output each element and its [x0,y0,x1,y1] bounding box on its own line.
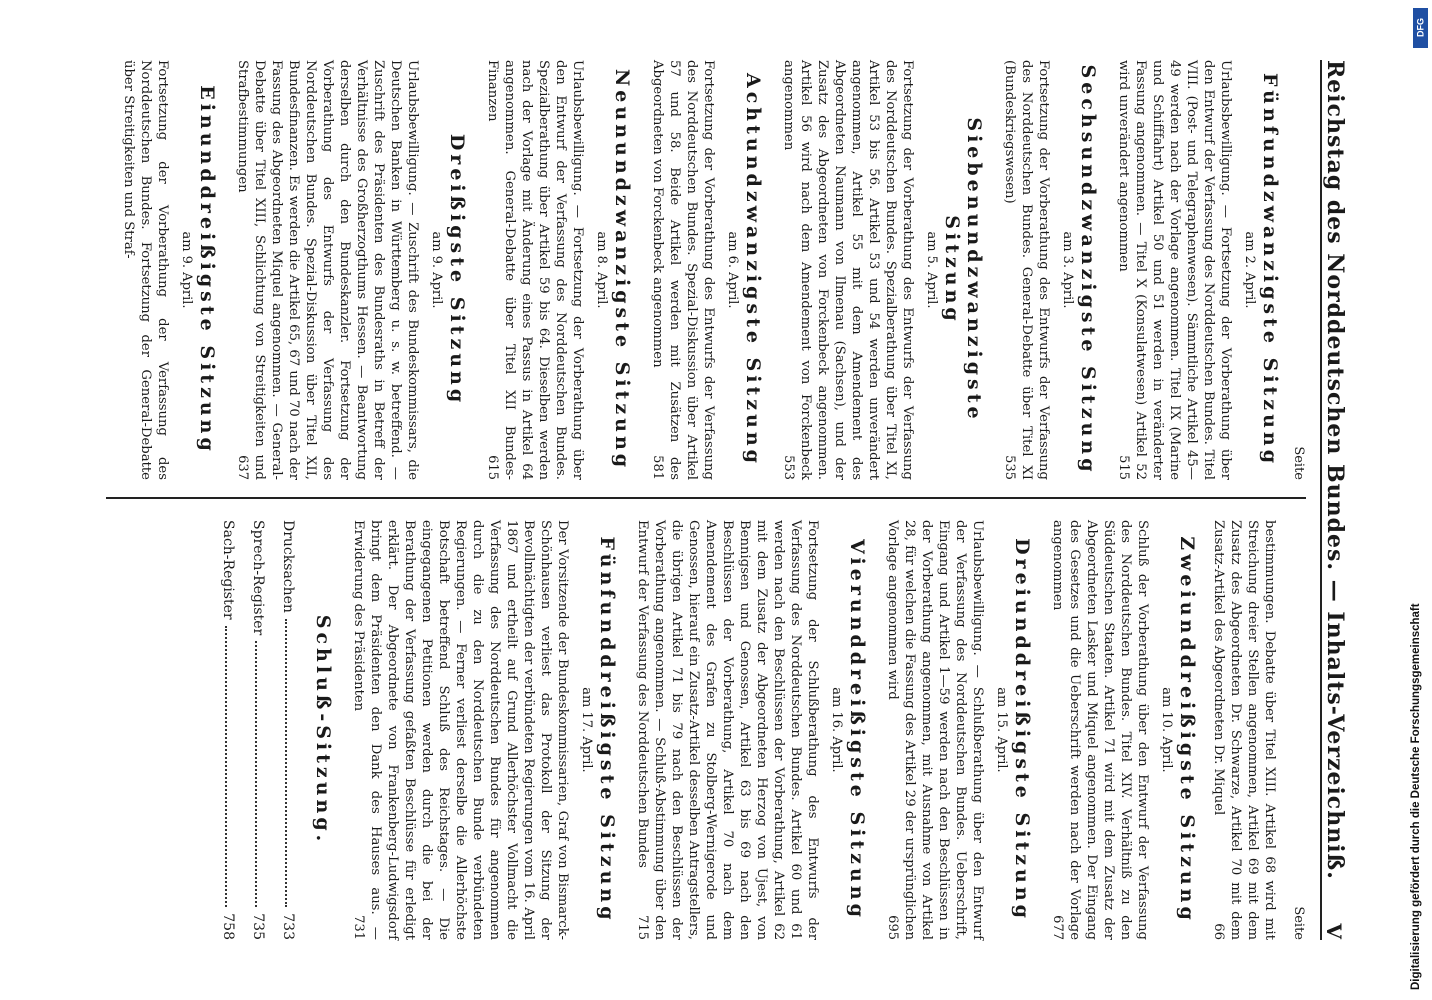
digitization-credit-text: Digitalisierung gefördert durch die Deutsche Forschungsgemeinschaft [1410,603,1422,990]
sitting-title: Vierunddreißigste Sitzung [845,539,868,921]
register-label: Sprech-Register [249,520,266,636]
left-sittings-list [120,60,1281,480]
seite-label: Seite [1291,446,1306,480]
sitting-entry [120,60,218,480]
sitting-date: am 15. April. [993,687,1009,773]
dot-leader [255,641,266,907]
sitting-title: Siebenundzwanzigste Sitzung [941,117,985,423]
sitting-summary-text: Urlaubsbewilligung. — Fortsetzung der Vorberathung über den Entwurf der Verfassung des Norddeutschen Bundes. Titel VIII. (Post- und Telegraphenwesen). Sämmtliche Artikel 45—49 werden nach der Vorlage angenommen. Titel IX (Marine und Schifffahrt) Artikel 50 und 51 werden in veränderter Fassung angenommen. — Titel X (Konsulatwesen) Artikel 52 wird unverändert angenommen [1116,60,1233,480]
dfg-badge [1413,8,1428,48]
register-entry [250,520,266,940]
sitting-summary-text: Urlaubsbewilligung. — Zuschrift des Bundeskommissars, die Deutschen Banken in Württemberg u. s. w. betreffend. — Zuschrift des Präsidenten des Bundesraths in Betreff der Verhältnisse des Großherzogthums Hessen. — Beantwortung derselben durch den Bundeskanzler. Fortsetzung der Vorberathung des Entwurfs der Verfassung des Norddeutschen Bundes. Spezial-Diskussion über Titel XII, Bundesfinanzen. Es werden die Artikel 65, 67 und 70 nach der Fassung des Abgeordneten Miquel angenommen. — General-Debatte über Titel XIII, Schlichtung von Streitigkeiten und Strafbestimmungen [235,60,420,480]
right-sittings-list [350,520,1198,940]
sitting-entry [1115,60,1281,480]
sitting-title: Neunundzwanzigste Sitzung [611,68,633,472]
continuation-page: 66 [1210,923,1226,940]
closing-sitting [312,520,334,940]
sitting-summary [634,520,821,940]
sitting-summary [1115,60,1234,480]
sitting-title: Zweiunddreißigste Sitzung [1175,536,1198,924]
sitting-entry [350,520,618,940]
continuation-entry [1210,520,1278,940]
sitting-summary [649,60,717,480]
sitting-summary-text: Fortsetzung der Vorberathung des Entwurfs der Verfassung des Norddeutschen Bundes. Spezial-Diskussion über Artikel 57 und 58. Beide Artikel werden mit Zusätzen des Abgeordneten von Forckenbeck angenommen [650,60,716,480]
sitting-date: am 17. April. [578,687,594,773]
sitting-date: am 9. April. [429,231,444,309]
sitting-page-number: 581 [650,455,665,480]
digitization-credit [1410,60,1430,990]
sitting-entry [780,60,985,480]
sitting-summary-text: Fortsetzung der Schlußberathung des Entwurfs der Verfassung des Norddeutschen Bundes. Artikel 60 und 61 werden nach den Beschlüssen der Vorberathung, Artikel 62 mit dem Zusatz der Abgeordneten Herzog von Ujest, von Bennigsen und Genossen, Artikel 63 bis 69 nach den Beschlüssen der Vorberathung, Artikel 70 nach dem Amendement des Grafen zu Stolberg-Wernigerode und Genossen, hierauf ein Zusatz-Artikel desselben Antragstellers, die übrigen Artikel 71 bis 79 nach den Beschlüssen der Vorberathung angenommen. — Schluß-Abstimmung über den Entwurf der Verfassung des Norddeutschen Bundes [634,520,820,940]
register-page-number: 735 [249,913,266,940]
sitting-summary [350,520,571,940]
sitting-title: Dreiunddreißigste Sitzung [1010,538,1033,922]
sitting-title: Fünfundzwanzigste Sitzung [1259,72,1281,468]
sitting-summary-text: Schluß der Vorberathung über den Entwurf der Verfassung des Norddeutschen Bundes. Titel XIV. Verhältniß zu den Süddeutschen Staaten. Artikel 71 wird mit dem Zusatz der Abgeordneten Lasker und Miquel angenommen. Der Eingang des Gesetzes und die Ueberschrift werden nach der Vorlage angenommen [1049,520,1150,940]
page-header [1320,60,1362,940]
registers-list [220,520,296,940]
register-entry [220,520,236,940]
page-number: V [1322,923,1346,940]
sitting-page-number: 677 [1049,915,1065,940]
right-column [86,520,1306,940]
dot-leader [225,626,236,908]
sitting-entry [884,520,1033,940]
sitting-title: Dreißigste Sitzung [446,133,468,407]
register-entry [280,520,296,940]
sitting-summary-text: Urlaubsbewilligung. — Fortsetzung der Vorberathung über den Entwurf der Verfassung des Norddeutschen Bundes. Spezialberathung über Artikel 59 bis 64. Dieselben werden nach der Vorlage mit Änderung eines Passus in Artikel 64 angenommen. General-Debatte über Titel XII Bundes-Finanzen [485,60,585,480]
sitting-entry [234,60,468,480]
sitting-page-number: 535 [1002,455,1017,480]
sitting-summary [234,60,421,480]
sitting-summary-text: Fortsetzung der Vorberathung des Entwurfs der Verfassung des Norddeutschen Bundes. General-Debatte über Titel XI (Bundeskriegswesen) [1002,60,1051,480]
register-page-number: 733 [279,913,296,940]
left-column [86,60,1306,480]
sitting-summary [884,520,986,940]
sitting-entry [1001,60,1099,480]
sitting-summary-text: Urlaubsbewilligung. — Schlußberathung über den Entwurf der Verfassung des Norddeutschen Bundes. Ueberschrift, Eingang und Artikel 1—59 werden nach den Beschlüssen in der Vorberathung angenommen, mit Ausnahme von Artikel 28, für welchen die Fassung des Artikel 29 der ursprünglichen Vorlage angenommen wird [884,520,985,940]
sitting-entry [649,60,764,480]
sitting-summary [120,60,171,480]
sitting-date: am 8. April. [594,231,609,309]
sitting-page-number: 715 [634,915,650,940]
sitting-entry [484,60,633,480]
sitting-date: am 16. April. [828,687,844,773]
sitting-page-number: 615 [485,455,500,480]
sitting-page-number: 695 [884,915,900,940]
sitting-summary [484,60,586,480]
register-page-number: 758 [219,913,236,940]
page-title: Reichstag des Norddeutschen Bundes. — Inhalts-Verzeichniß. [1322,60,1348,880]
sitting-date: am 5. April. [924,231,939,309]
register-label: Sach-Register [219,520,236,620]
sitting-entry [1049,520,1198,940]
closing-title: Schluß-Sitzung. [311,614,334,846]
sitting-summary-text: Fortsetzung der Vorberathung der Verfassung des Norddeutschen Bundes. Fortsetzung der General-Debatte über Streitigkeiten und Straf- [121,60,170,480]
sitting-summary-text: Fortsetzung der Vorberathung des Entwurfs der Verfassung des Norddeutschen Bundes. Spezialberathung über Titel XI, Artikel 53 bis 56. Artikel 53 und 54 werden unverändert angenommen, Artikel 55 mit dem Amendement des Abgeordneten Naumann von Ilmenau (Sachsen), und der Zusatz des Abgeordneten von Forckenbeck angenommen. Artikel 56 wird nach dem Amendement von Forckenbeck angenommen [781,60,915,480]
sitting-title: Einunddreißigste Sitzung [196,85,218,455]
sitting-title: Sechsundzwanzigste Sitzung [1077,64,1099,476]
sitting-summary [1001,60,1052,480]
sitting-date: am 3. April. [1060,231,1075,309]
sitting-title: Fünfunddreißigste Sitzung [595,536,618,924]
dfg-badge-text: DFG [1415,18,1426,38]
sitting-date: am 6. April. [725,231,740,309]
sitting-title: Achtundzwanzigste Sitzung [742,73,764,467]
sitting-page-number: 553 [781,455,796,480]
column-divider [106,497,1306,499]
sitting-page-number: 637 [235,455,250,480]
sitting-date: am 9. April. [179,231,194,309]
dot-leader [285,619,296,907]
book-page [56,30,1376,970]
sitting-summary [780,60,916,480]
sitting-summary-text: Der Vorsitzende der Bundeskommissarien, Graf von Bismarck-Schönhausen verliest das Protokoll der Sitzung der Bevollmächtigten der verbündeten Regierungen vom 16. April 1867 und ertheilt auf Grund Allerhöchster Vollmacht die Verfassung des Norddeutschen Bundes für angenommen durch die zu den Norddeutschen Bunde verbündeten Regierungen. — Ferner verliest derselbe die Allerhöchste Botschaft betreffend Schluß des Reichstages. — Die eingegangenen Petitionen werden durch die bei der Berathung der Verfassung gefaßten Beschlüsse für erledigt erklärt. Der Abgeordnete von Frankenberg-Ludwigsdorf bringt dem Präsidenten den Dank des Hauses aus. — Erwiderung des Präsidenten [350,520,570,940]
seite-label: Seite [1291,906,1306,940]
sitting-summary [1049,520,1151,940]
sitting-date: am 10. April. [1158,687,1174,773]
sitting-entry [634,520,868,940]
sitting-page-number: 731 [350,915,366,940]
sitting-date: am 2. April. [1242,231,1257,309]
register-label: Drucksachen [279,520,296,613]
sitting-page-number: 515 [1116,455,1131,480]
continuation-text: bestimmungen. Debatte über Titel XIII. Artikel 68 wird mit Streichung dreier Stellen angenommen, Artikel 69 mit dem Zusatz des Abgeordneten Dr. Schwarze, Artikel 70 mit dem Zusatz-Artikel des Abgeordneten Dr. Miquel [1210,520,1277,940]
